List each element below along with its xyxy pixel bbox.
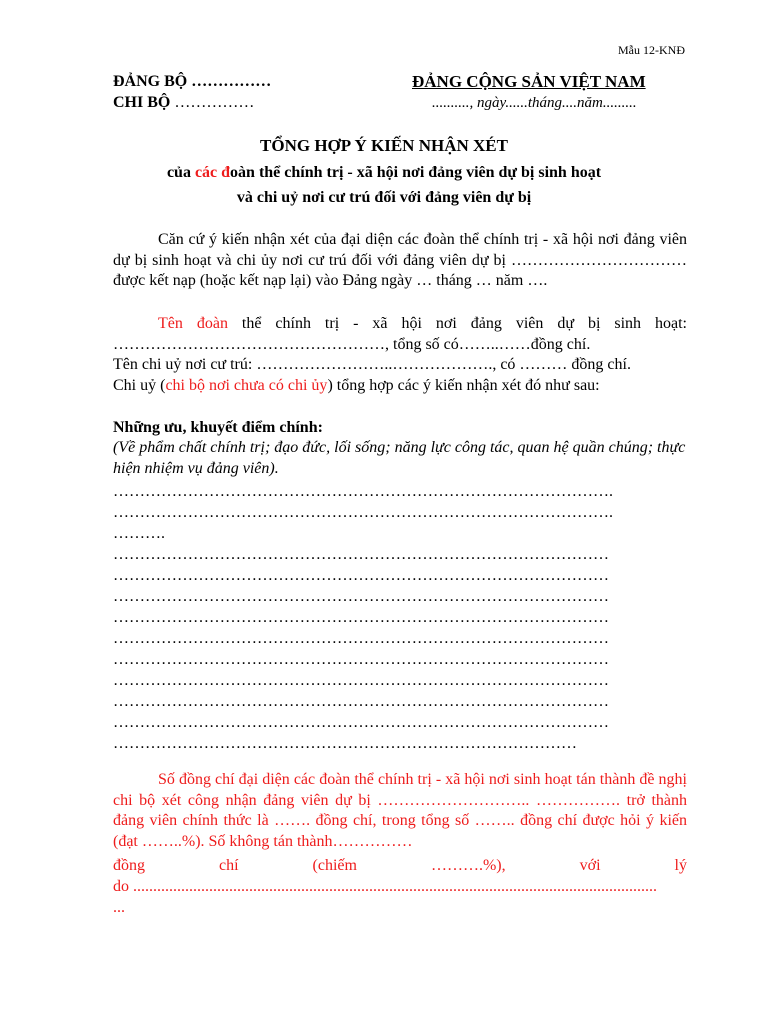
date-line: .........., ngày......tháng....năm......... — [432, 95, 637, 111]
dot-line: …………………………………………………………………………………. — [113, 504, 613, 521]
spread-word: lý — [674, 857, 687, 874]
dot-line: ………………………………………………………………………………… — [113, 651, 609, 668]
document-subtitle-1 — [0, 163, 768, 183]
summary-red: chi bộ nơi chưa có chi ủy — [165, 377, 328, 394]
spread-word: (chiếm — [312, 857, 357, 874]
organization-label-red: Tên đoàn — [158, 315, 228, 332]
paragraph-basis: Căn cứ ý kiến nhận xét của đại diện các đoàn thể chính trị - xã hội nơi đảng viên dự bị sinh hoạt và chi ủy nơi cư trú đối với đảng viên dự bị …………………………… được kết nạp (hoặc kết nạp lại) vào Đảng ngày … tháng … năm …. — [113, 231, 687, 289]
dot-line: …………………………………………………………………………… — [113, 735, 577, 752]
dot-line: ………………………………………………………………………………… — [113, 693, 609, 710]
chi-bo-dots: …………… — [170, 94, 255, 111]
spread-word: chí — [219, 857, 239, 874]
chi-bo-label: CHI BỘ — [113, 94, 171, 111]
party-name: ĐẢNG CỘNG SẢN VIỆT NAM — [412, 72, 646, 91]
subtitle-part-a: của — [166, 164, 195, 181]
subtitle-part-b: oàn thể chính trị - xã hội nơi đảng viên dự bị sinh hoạt — [230, 164, 602, 181]
end-dots: ... — [113, 899, 125, 916]
summary-part-a: Chi uỷ ( — [113, 377, 166, 394]
dot-line: ………. — [113, 525, 165, 542]
dot-line: …………………………………………………………………………………. — [113, 483, 613, 500]
summary-part-b: ) tổng hợp các ý kiến nhận xét đó như sau: — [327, 377, 600, 394]
paragraph-organization — [113, 314, 687, 355]
chi-bo-line — [113, 93, 254, 113]
document-subtitle-2: và chi uỷ nơi cư trú đối với đảng viên dự bị — [236, 189, 532, 206]
dot-line: ………………………………………………………………………………… — [113, 609, 609, 626]
dang-bo-line: ĐẢNG BỘ …………… — [113, 73, 272, 90]
section-heading: Những ưu, khuyết điểm chính: — [113, 419, 323, 436]
residence-committee-line: Tên chi uỷ nơi cư trú: ……………………..………………., có ……… đồng chí. — [113, 356, 631, 373]
subtitle-red: các đ — [194, 164, 231, 181]
reason-line: do ................................................................................................................................... — [113, 878, 657, 895]
dot-line: ………………………………………………………………………………… — [113, 588, 609, 605]
committee-summary-line — [113, 376, 600, 396]
form-code: Mẫu 12-KNĐ — [618, 43, 685, 57]
dot-line: ………………………………………………………………………………… — [113, 567, 609, 584]
dot-line: ………………………………………………………………………………… — [113, 546, 609, 563]
organization-text: thể chính trị - xã hội nơi đảng viên dự bị sinh hoạt: ……………………………………………, tổng số có……..……đồng chí. — [113, 315, 687, 353]
conclusion-paragraph: Số đồng chí đại diện các đoàn thể chính trị - xã hội nơi sinh hoạt tán thành đề nghị chi bộ xét công nhận đảng viên dự bị ……………………….. ……………. trở thành đảng viên chính thức là ……. đồng chí, trong tổng số …….. đồng chí được hỏi ý kiến (đạt ……..%). Số không tán thành…………… — [113, 771, 687, 850]
dot-line: ………………………………………………………………………………… — [113, 714, 609, 731]
document-title: TỔNG HỢP Ý KIẾN NHẬN XÉT — [260, 136, 508, 155]
dot-line: ………………………………………………………………………………… — [113, 672, 609, 689]
section-note: (Về phẩm chất chính trị; đạo đức, lối sống; năng lực công tác, quan hệ quần chúng; thực hiện nhiệm vụ đảng viên). — [113, 439, 686, 477]
spread-word: ……….%), — [430, 857, 506, 874]
dot-line: ………………………………………………………………………………… — [113, 630, 609, 647]
spread-word: đồng — [113, 857, 145, 874]
conclusion-spread-line — [113, 856, 687, 876]
spread-word: với — [579, 857, 601, 874]
